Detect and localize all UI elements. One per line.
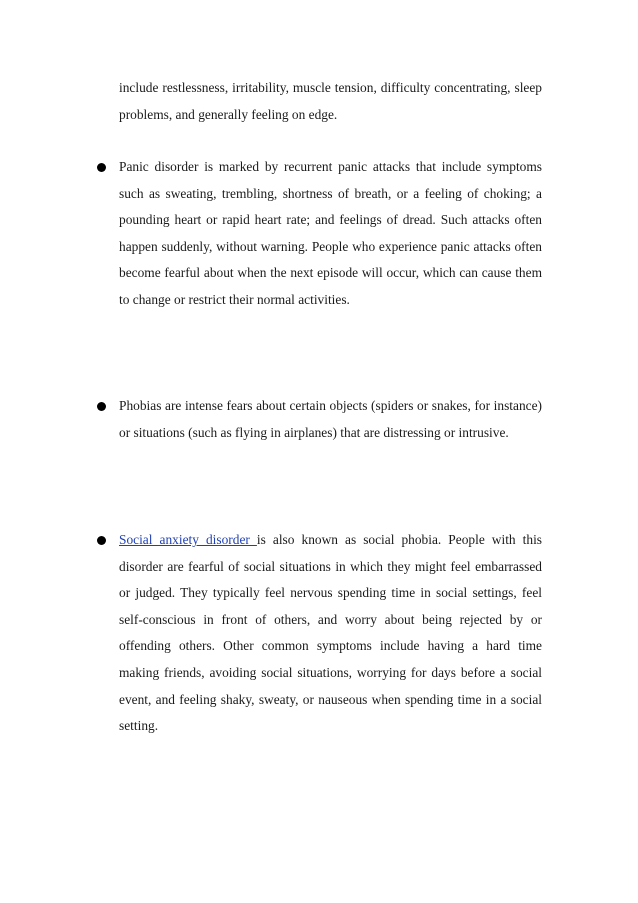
social-anxiety-disorder-link[interactable]: Social anxiety disorder bbox=[119, 532, 257, 547]
bullet-icon bbox=[97, 536, 106, 545]
bullet-icon bbox=[97, 163, 106, 172]
continuation-paragraph: include restlessness, irritability, muscle tension, difficulty concentrating, sleep problems, and generally feeling on edge. bbox=[119, 80, 542, 122]
social-anxiety-text: is also known as social phobia. People with this disorder are fearful of social situations in which they might feel embarrassed or judged. They typically feel nervous spending time in social settings, feel self-conscious in front of others, and worry about being rejected by or offending others. Other common symptoms include having a hard time making friends, avoiding social situations, worrying for days before a social event, and feeling shaky, sweaty, or nauseous when spending time in a social setting. bbox=[119, 532, 542, 734]
bullet-panic-disorder: Panic disorder is marked by recurrent panic attacks that include symptoms such as sweating, trembling, shortness of breath, or a feeling of choking; a pounding heart or rapid heart rate; and feelings of dread. Such attacks often happen suddenly, without warning. People who experience panic attacks often become fearful about when the next episode will occur, which can cause them to change or restrict their normal activities. bbox=[119, 159, 542, 307]
bullet-phobias: Phobias are intense fears about certain objects (spiders or snakes, for instance) or situations (such as flying in airplanes) that are distressing or intrusive. bbox=[119, 398, 542, 440]
bullet-icon bbox=[97, 402, 106, 411]
bullet-social-anxiety bbox=[119, 527, 542, 740]
